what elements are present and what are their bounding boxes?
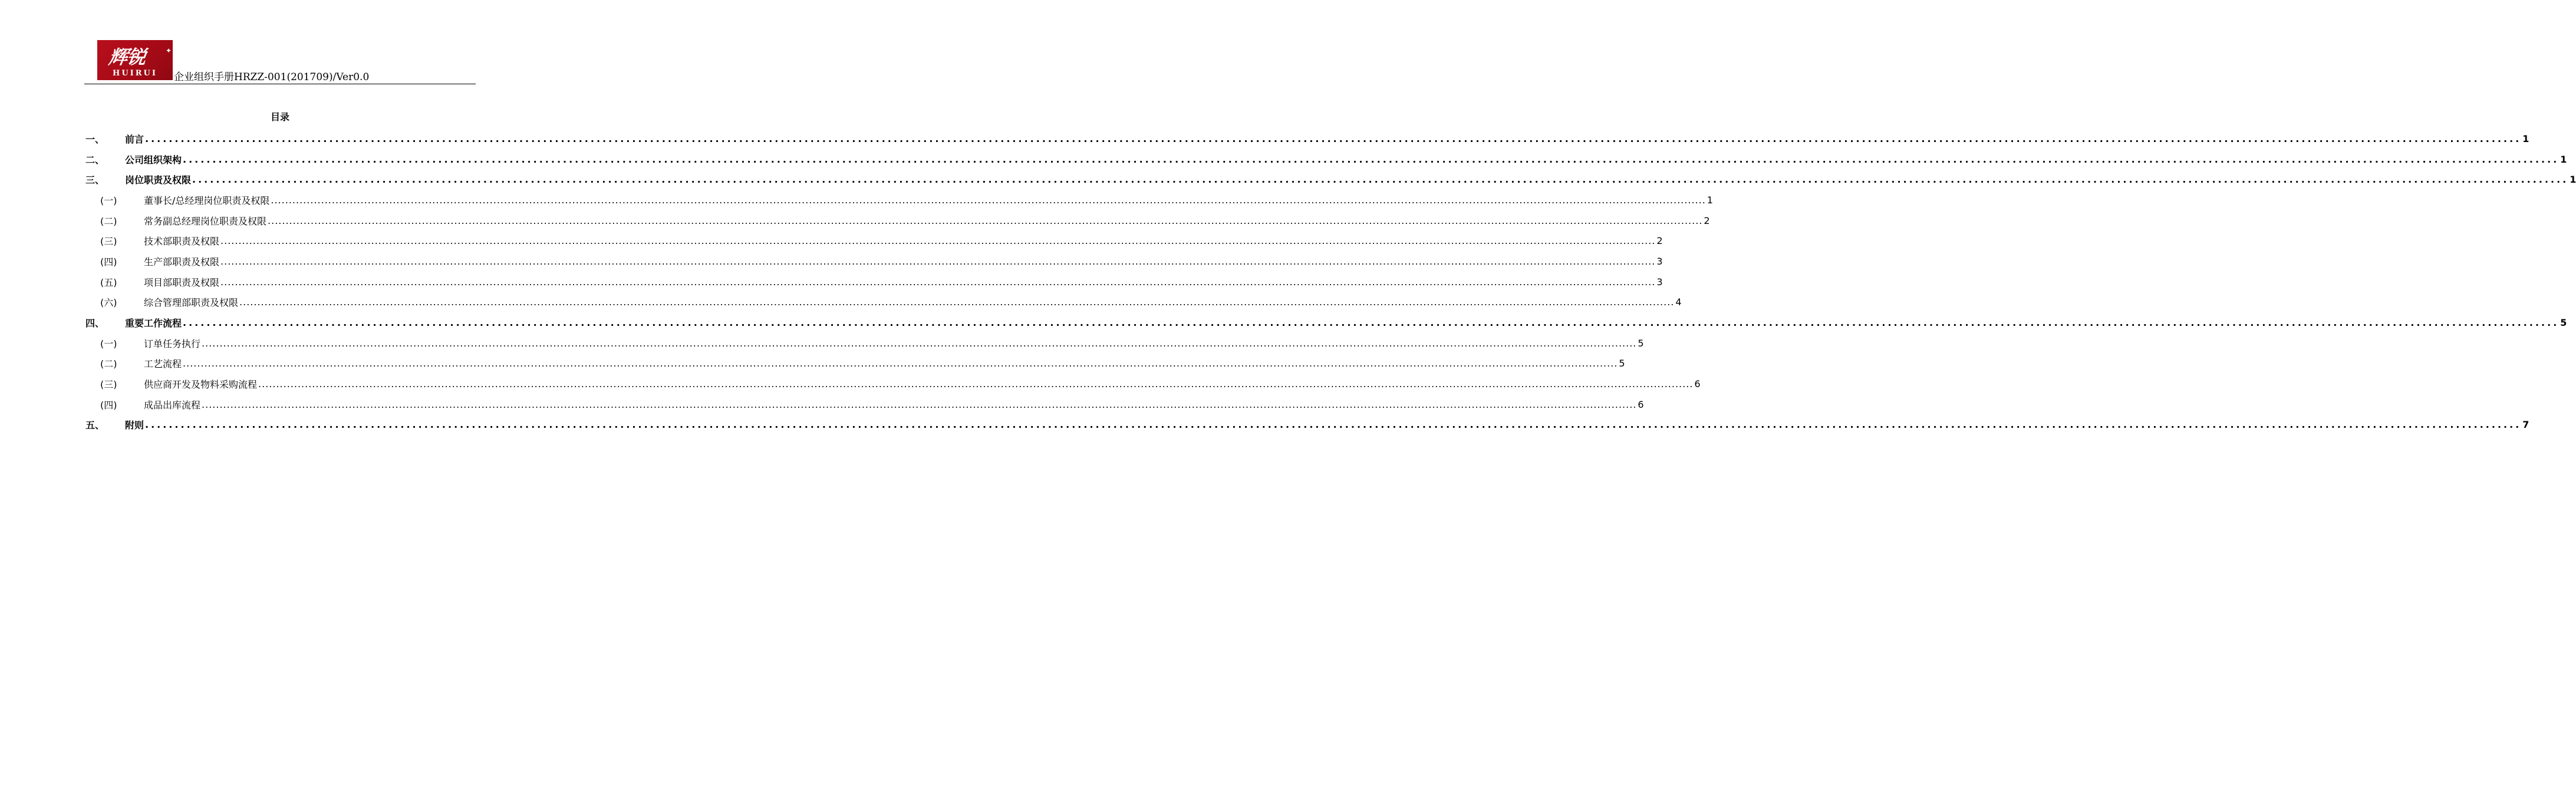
logo-glyph: 辉锐	[107, 46, 147, 68]
toc-dot-leader: ................................................................................................................................................................................................................................................................................................................................................................................................................	[202, 398, 1637, 410]
toc-entry-label: 前言	[125, 133, 144, 145]
document-title: 企业组织手册HRZZ-001(201709)/Ver0.0	[174, 71, 370, 83]
toc-entry-label: 岗位职责及权限	[125, 174, 192, 186]
toc-entry-number: (一)	[100, 194, 117, 206]
toc-entry-page: 7	[2522, 419, 2529, 431]
toc-entry-page: 1	[2522, 133, 2529, 144]
toc-entry-label: 附则	[125, 420, 144, 431]
toc-entry[interactable]	[85, 230, 1663, 251]
toc-entry[interactable]	[85, 272, 1663, 292]
toc-entry-page: 4	[1675, 296, 1682, 308]
toc-entry-page: 3	[1656, 276, 1663, 288]
toc-entry[interactable]	[85, 210, 1710, 231]
toc-entry-label: 项目部职责及权限	[144, 276, 220, 288]
toc-entry-number: (三)	[100, 236, 117, 248]
toc-entry-number: 五、	[85, 420, 105, 431]
toc-dot-leader: ................................................................................................................................................................................................................................................................................................................................................................................................................	[183, 153, 2559, 165]
toc-entry-label: 生产部职责及权限	[144, 256, 220, 268]
page-header	[84, 39, 476, 84]
toc-heading: 目录	[270, 111, 289, 123]
toc-dot-leader: ................................................................................................................................................................................................................................................................................................................................................................................................................	[258, 378, 1694, 390]
toc-entry-number: (三)	[100, 379, 117, 391]
toc-entry-page: 3	[1656, 255, 1663, 267]
toc-entry[interactable]	[85, 169, 2576, 190]
toc-entry-page: 5	[1619, 358, 1625, 369]
toc-entry-number: (六)	[100, 297, 117, 309]
toc-entry-label: 订单任务执行	[144, 338, 201, 349]
toc-entry-number: 二、	[85, 154, 105, 166]
toc-entry-page: 5	[1638, 337, 1644, 349]
toc-entry-page: 2	[1656, 235, 1663, 247]
toc-dot-leader: ................................................................................................................................................................................................................................................................................................................................................................................................................	[202, 337, 1637, 349]
toc-entry-number: 三、	[85, 174, 105, 186]
toc-entry[interactable]	[85, 333, 1644, 354]
toc-entry-number: 四、	[85, 318, 105, 329]
toc-entry-label: 成品出库流程	[144, 399, 201, 411]
toc-entry[interactable]	[85, 190, 1713, 210]
toc-entry[interactable]	[85, 292, 1682, 313]
toc-entry-number: 一、	[85, 133, 105, 145]
toc-entry-page: 1	[2570, 174, 2576, 186]
toc-entry[interactable]	[85, 312, 2567, 333]
toc-entry-number: (四)	[100, 399, 117, 411]
toc-entry-label: 技术部职责及权限	[144, 236, 220, 248]
toc-dot-leader: ................................................................................................................................................................................................................................................................................................................................................................................................................	[268, 214, 1703, 226]
toc-entry-number: (一)	[100, 338, 117, 349]
toc-entry-page: 1	[1707, 194, 1713, 206]
toc-dot-leader: ................................................................................................................................................................................................................................................................................................................................................................................................................	[271, 194, 1706, 206]
toc-dot-leader: ................................................................................................................................................................................................................................................................................................................................................................................................................	[183, 358, 1618, 369]
toc-entry-label: 工艺流程	[144, 358, 182, 370]
toc-entry-label: 供应商开发及物料采购流程	[144, 379, 258, 391]
toc-entry-number: (二)	[100, 215, 117, 227]
toc-dot-leader: ................................................................................................................................................................................................................................................................................................................................................................................................................	[183, 317, 2559, 329]
sparkle-icon: ✦	[166, 47, 172, 55]
toc-entry-page: 6	[1638, 398, 1644, 410]
toc-entry-page: 1	[2560, 153, 2567, 165]
toc-dot-leader: ................................................................................................................................................................................................................................................................................................................................................................................................................	[239, 296, 1675, 308]
logo-latin: HUIRUI	[113, 69, 157, 78]
toc-entry-number: (二)	[100, 358, 117, 370]
toc-entry-number: (四)	[100, 256, 117, 268]
toc-entry-page: 6	[1694, 378, 1701, 390]
toc-entry-label: 董事长/总经理岗位职责及权限	[144, 194, 270, 206]
toc-entry-label: 重要工作流程	[125, 318, 182, 329]
toc-dot-leader: ................................................................................................................................................................................................................................................................................................................................................................................................................	[192, 174, 2569, 186]
toc-entry[interactable]	[85, 354, 1625, 374]
toc-entry[interactable]	[85, 128, 2529, 149]
toc-entry[interactable]	[85, 251, 1663, 272]
toc-dot-leader: ................................................................................................................................................................................................................................................................................................................................................................................................................	[220, 276, 1656, 288]
toc-entry-number: (五)	[100, 276, 117, 288]
toc-entry-page: 5	[2560, 317, 2567, 329]
table-of-contents	[85, 128, 2576, 435]
toc-entry-label: 常务副总经理岗位职责及权限	[144, 215, 267, 227]
company-logo	[97, 40, 173, 80]
toc-entry[interactable]	[85, 374, 1701, 394]
toc-entry-label: 综合管理部职责及权限	[144, 297, 239, 309]
toc-entry[interactable]	[85, 394, 1644, 415]
toc-entry-page: 2	[1704, 214, 1710, 226]
toc-dot-leader: ................................................................................................................................................................................................................................................................................................................................................................................................................	[220, 255, 1656, 267]
toc-entry-label: 公司组织架构	[125, 154, 182, 166]
toc-dot-leader: ................................................................................................................................................................................................................................................................................................................................................................................................................	[145, 133, 2522, 144]
toc-dot-leader: ................................................................................................................................................................................................................................................................................................................................................................................................................	[220, 235, 1656, 247]
toc-entry[interactable]	[85, 415, 2529, 435]
toc-entry[interactable]	[85, 149, 2567, 170]
toc-dot-leader: ................................................................................................................................................................................................................................................................................................................................................................................................................	[145, 419, 2522, 431]
